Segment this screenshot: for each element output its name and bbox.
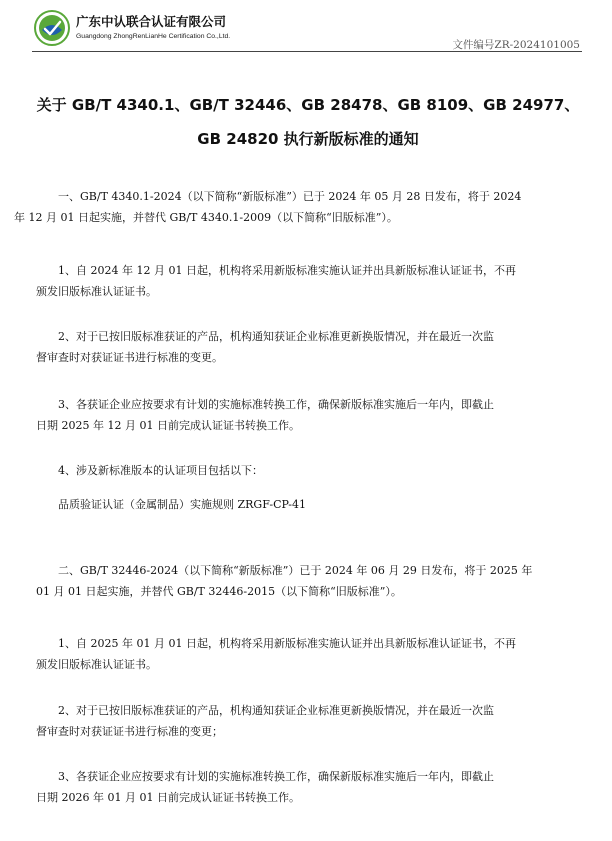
section-2-intro-line-2: 01 月 01 日起实施，并替代 GB/T 32446-2015（以下简称“旧版标准”）。 <box>36 585 402 598</box>
section-1-item-1 <box>36 260 582 302</box>
section-1-item-3-line-1: 3、各获证企业应按要求有计划的实施标准转换工作，确保新版标准实施后一年内，即截止 <box>58 398 494 411</box>
section-2-item-3-line-1: 3、各获证企业应按要求有计划的实施标准转换工作，确保新版标准实施后一年内，即截止 <box>58 770 494 783</box>
section-1-intro-line-2: 年 12 月 01 日起实施，并替代 GB/T 4340.1-2009（以下简称“旧版标准”）。 <box>14 211 398 224</box>
section-2-intro <box>36 560 582 602</box>
section-1-item-3 <box>36 394 582 436</box>
page-title-line-1: 关于 GB/T 4340.1、GB/T 32446、GB 28478、GB 8109、GB 24977、 <box>36 96 580 114</box>
section-2-item-3-line-2: 日期 2026 年 01 月 01 日前完成认证证书转换工作。 <box>36 791 300 804</box>
section-1-item-2-line-1: 2、对于已按旧版标准获证的产品，机构通知获证企业标准更新换版情况，并在最近一次监 <box>58 330 494 343</box>
page-header <box>0 0 612 52</box>
section-1-item-2-line-2: 督审查时对获证证书进行标准的变更。 <box>36 351 223 364</box>
section-2-item-3 <box>36 766 582 808</box>
section-2-intro-line-1: 二、GB/T 32446-2024（以下简称“新版标准”）已于 2024 年 06 月 29 日发布，将于 2025 年 <box>58 564 533 577</box>
section-2-item-2 <box>36 700 582 742</box>
section-2-item-1-line-1: 1、自 2025 年 01 月 01 日起，机构将采用新版标准实施认证并出具新版标准认证证书，不再 <box>58 637 516 650</box>
section-1-item-1-line-2: 颁发旧版标准认证证书。 <box>36 285 157 298</box>
section-1-rule-reference: 品质验证认证（金属制品）实施规则 ZRGF-CP-41 <box>58 498 306 511</box>
section-1-item-1-line-1: 1、自 2024 年 12 月 01 日起，机构将采用新版标准实施认证并出具新版标准认证证书，不再 <box>58 264 516 277</box>
company-name-cn: 广东中认联合认证有限公司 <box>76 14 227 29</box>
section-1-item-4 <box>36 460 582 481</box>
section-2-item-2-line-2: 督审查时对获证证书进行标准的变更； <box>36 725 223 738</box>
section-1-intro-line-1: 一、GB/T 4340.1-2024（以下简称“新版标准”）已于 2024 年 05 月 28 日发布，将于 2024 <box>58 190 522 203</box>
document-number: 文件编号ZR-2024101005 <box>452 39 580 51</box>
company-name-en: Guangdong ZhongRenLianHe Certification Co.,Ltd. <box>76 33 231 40</box>
section-1-item-3-line-2: 日期 2025 年 12 月 01 日前完成认证证书转换工作。 <box>36 419 300 432</box>
section-1-intro <box>14 186 582 228</box>
section-2-item-1-line-2: 颁发旧版标准认证证书。 <box>36 658 157 671</box>
header-divider <box>32 51 582 52</box>
page-title-line-2: GB 24820 执行新版标准的通知 <box>197 130 419 148</box>
section-2-item-2-line-1: 2、对于已按旧版标准获证的产品，机构通知获证企业标准更新换版情况，并在最近一次监 <box>58 704 494 717</box>
section-1-item-4-line-1: 4、涉及新标准版本的认证项目包括以下： <box>58 464 263 477</box>
section-1-item-2 <box>36 326 582 368</box>
certification-logo-icon <box>34 10 70 46</box>
section-2-item-1 <box>36 633 582 675</box>
